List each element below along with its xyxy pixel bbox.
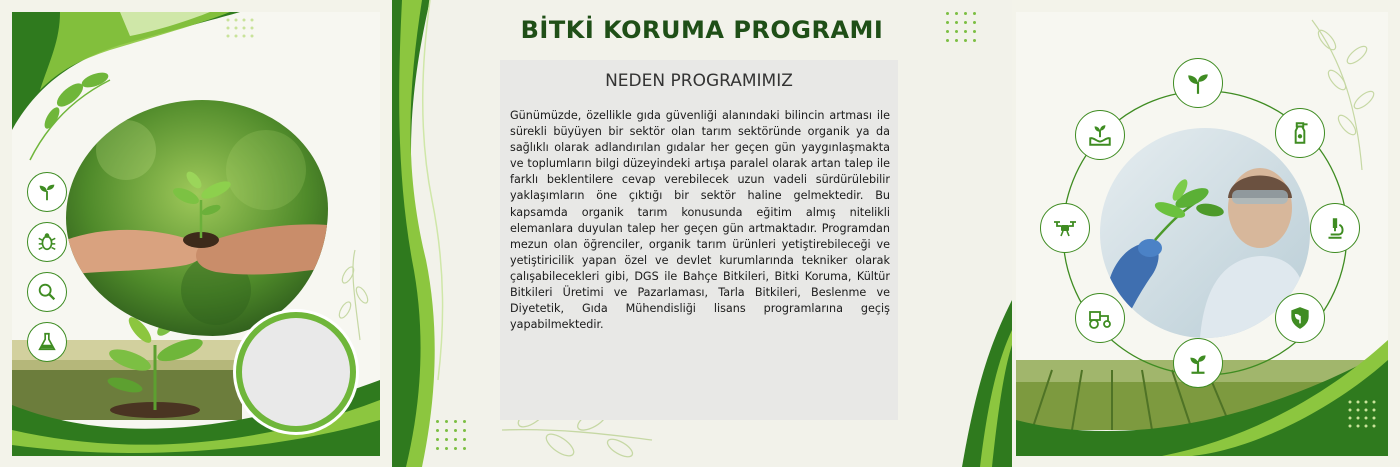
sprout-icon: [1173, 338, 1223, 388]
tractor-icon: [1075, 293, 1125, 343]
left-panel: [0, 0, 392, 467]
section-subtitle: NEDEN PROGRAMIMIZ: [605, 71, 793, 91]
section-body-text: Günümüzde, özellikle gıda güvenliği alanındaki bilincin artması ile sürekli büyüyen bir sektör olan tarım sektöründe organik ya da sağlıklı olarak adlandırılan gıdalar her geçen gün yaygınlaşmakta ve toplumların bilgi düzeyindeki artışa paralel olarak artan talep ile farklı beklentilere cevap verebilecek uzun vadeli sürdürülebilir yaklaşımların öne çıktığı bir sektör haline gelmektedir. Bu kapsamda organik tarım konusunda eğitim almış nitelikli elemanlara duyulan talep her geçen gün artmaktadır. Programdan mezun olan öğrenciler, organik tarım ürünleri yetiştirebileceği ve yetiştiricilik yapan özel ve devlet kurumlarında tekniker olarak çalışabilecekleri gibi, DGS ile Bahçe Bitkileri, Bitki Koruma, Kültür Bitkileri Üretimi ve Pazarlaması, Tarla Bitkileri, Beslenme ve Diyetetik, Gıda Mühendisliği lisans programlarına geçiş yapabilmektedir.: [510, 109, 890, 332]
plant-hand-icon: [1075, 110, 1125, 160]
shield-leaf-icon: [1275, 293, 1325, 343]
seedling-icon: [1173, 58, 1223, 108]
drone-icon: [1040, 203, 1090, 253]
info-box: [500, 60, 898, 420]
bug-icon: [27, 222, 67, 262]
plant-icon: [27, 172, 67, 212]
placeholder-circle: [236, 312, 356, 432]
magnifier-icon: [27, 272, 67, 312]
dot-grid-bottom-left: [436, 420, 466, 450]
flask-icon: [27, 322, 67, 362]
center-panel: [392, 0, 1012, 467]
spray-bottle-icon: [1275, 108, 1325, 158]
page-title: BİTKİ KORUMA PROGRAMI: [520, 16, 884, 44]
microscope-icon: [1310, 203, 1360, 253]
